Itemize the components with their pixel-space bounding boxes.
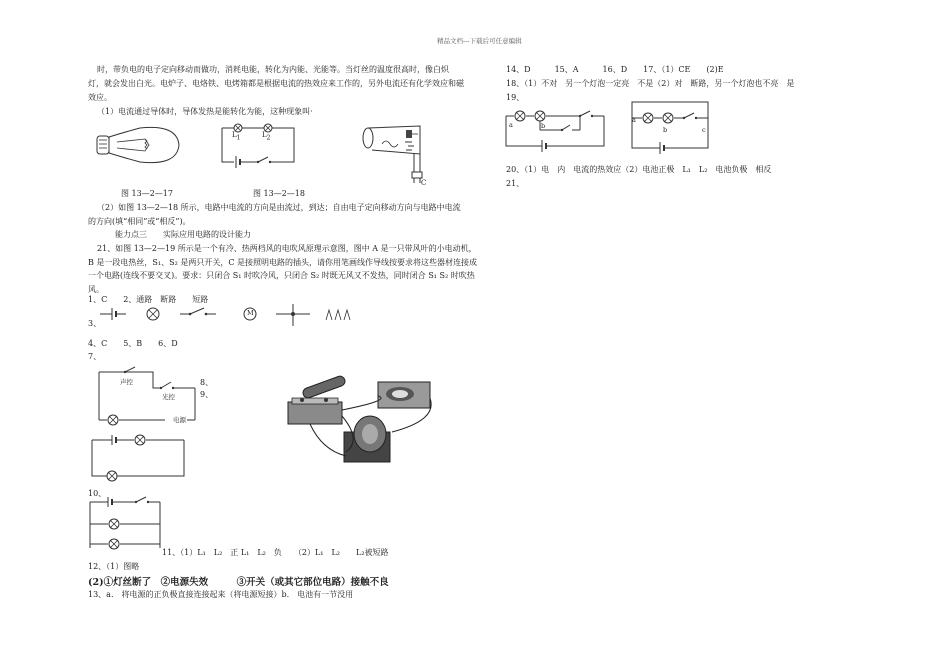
circuit-symbols-row: [100, 304, 360, 326]
answer-13: 13、a. 将电源的正负极直接连接起来（将电源短接）b. 电池有一节没用: [88, 590, 354, 599]
page-header-watermark: 精品文档---下载后可任意编辑: [437, 37, 522, 45]
figure-caption-18: 图 13—2—18: [253, 189, 305, 198]
light-bulb-figure: [95, 122, 185, 172]
circuit-label-l1: [232, 131, 240, 141]
answer-10-switch: [136, 497, 146, 502]
answer-8: 8、: [200, 378, 214, 387]
question-21-line-4: 风。: [88, 285, 104, 294]
circuit-label-l1-sub: 1: [236, 134, 241, 142]
answer-19: 19、: [506, 93, 525, 102]
answer-19-b-switch: [684, 113, 694, 118]
answer-3: 3、: [88, 319, 102, 328]
answer-4-6: 4、C 5、B 6、D: [88, 339, 178, 348]
dryer-motor: [406, 130, 412, 138]
switch-lever: [258, 157, 268, 162]
question-21-line-1: 21、如图 13—2—19 所示是一个有冷、热两档风的电吹风原理示意图，图中 A 是一只带风叶的小电动机，: [97, 244, 477, 253]
question-2-line-2: 的方向(填“相同”或“相反”)。: [88, 217, 191, 226]
voice-switch: [125, 367, 135, 372]
answer-21: 21、: [506, 179, 525, 188]
bulb-base: [97, 136, 109, 154]
answer-19-b-label-c: c: [702, 126, 706, 134]
section-title: 能力点三 实际应用电路的设计能力: [115, 230, 251, 239]
answer-19-a-label-a: a: [509, 121, 513, 129]
answer-19-circuit-a: [500, 102, 610, 154]
answer-10-circuit: [86, 494, 166, 552]
dryer-plug: [412, 172, 422, 178]
answer-18: 18、（1）不对 另一个灯泡一定亮 不是（2）对 断路，另一个灯泡也不亮 是: [506, 79, 795, 88]
answer-11: 11、（1）L₁ L₂ 正 L₁ L₂ 负 （2）L₁ L₂ L₂被短路: [162, 548, 389, 557]
answer-20: 20、（1）电 内 电流的热效应（2）电池正极 L₁ L₂ 电池负极 相反: [506, 165, 772, 174]
motor-symbol-letter: M: [247, 309, 254, 317]
component-photo-figure: [282, 360, 442, 470]
question-21-line-3: 一个电路(连线不要交叉)。要求：只闭合 S₁ 时吹冷风，只闭合 S₂ 时既无风又不发热，同时闭合 S₁ S₂ 时吹热: [88, 271, 475, 280]
label-power-source: 电源: [173, 416, 186, 424]
answer-8-circuit: [88, 432, 188, 484]
switch-symbol: [190, 308, 204, 314]
answer-19-a-label-b: b: [541, 122, 546, 130]
answer-7-circuit: [95, 364, 205, 432]
bulb-glass: [109, 127, 179, 162]
answer-1-2: 1、C 2、通路 断路 短路: [88, 295, 209, 304]
hair-dryer-figure: [360, 120, 430, 190]
bulb-filament: [117, 139, 149, 151]
answer-9: 9、: [200, 390, 214, 399]
battery-photo: [302, 375, 347, 399]
intro-line-3: 效应。: [88, 93, 112, 102]
light-switch: [161, 382, 171, 388]
intro-line-1: 时，带负电的电子定向移动而做功，消耗电能，转化为内能、光能等。当灯丝的温度很高时，像白炽: [97, 65, 449, 74]
answer-19-b-label-b: b: [663, 126, 668, 134]
circuit-label-l2-letter: L: [262, 131, 267, 139]
circuit-label-l1-letter: L: [232, 131, 237, 139]
circuit-label-l2: [262, 131, 270, 141]
intro-line-2: 灯，就会发出白光。电炉子、电烙铁、电烤箱都是根据电流的热效应来工作的，另外电流还有化学效应和磁: [88, 79, 464, 88]
answer-14-17: 14、D 15、A 16、D 17、（1）CE (2)E: [506, 65, 724, 74]
answer-12: 12、（1）图略: [88, 562, 140, 571]
dryer-label-c: C: [421, 179, 427, 187]
heater-symbol: [326, 310, 350, 320]
answer-12-part-2: (2)①灯丝断了 ②电源失效 ③开关（或其它部位电路）接触不良: [88, 577, 389, 588]
answer-19-b-label-a: a: [632, 116, 636, 124]
figure-caption-17: 图 13—2—17: [121, 189, 173, 198]
answer-7: 7、: [88, 352, 102, 361]
question-1: （1）电流通过导体时，导体发热是能转化为能，这种现象叫·: [97, 107, 313, 116]
label-voice-control: 声控: [120, 378, 133, 386]
label-light-control: 光控: [162, 393, 175, 401]
answer-19-a-switch: [580, 111, 590, 116]
series-circuit-figure: [218, 122, 298, 168]
question-2-line-1: （2）如图 13—2—18 所示，电路中电流的方向是由流过，到达；自由电子定向移动方向与电路中电流: [97, 203, 461, 212]
circuit-label-l2-sub: 2: [266, 134, 271, 142]
question-21-line-2: B 是一段电热丝，S₁、S₂ 是两只开关，C 是接照明电路的插头，请你用笔画线作导线按要求将这些器材连接成: [88, 258, 477, 267]
answer-10: 10、: [88, 489, 107, 498]
